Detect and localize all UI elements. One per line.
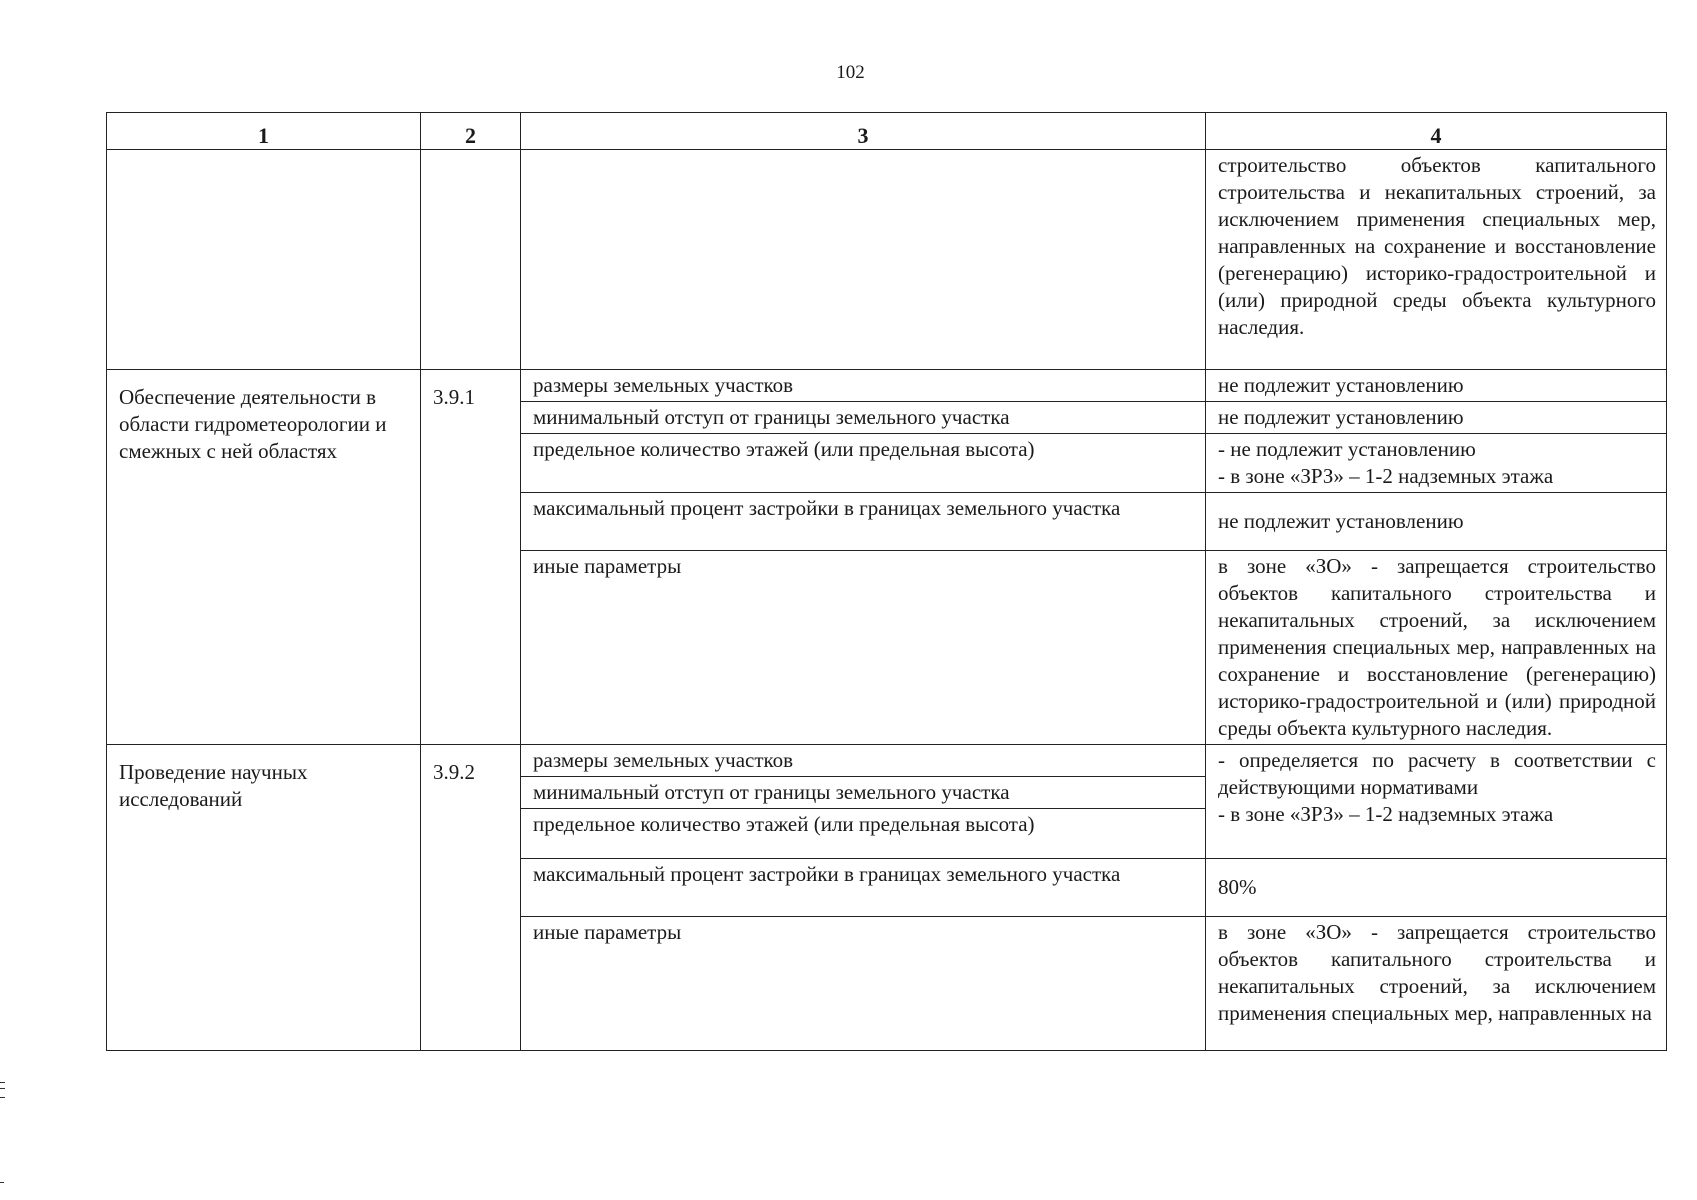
- param-label: размеры земельных участков: [521, 745, 1206, 777]
- param-value: не подлежит установлению: [1206, 370, 1667, 402]
- param-value-line: - определяется по расчету в соответствии с действующими нормативами: [1218, 748, 1656, 799]
- param-label: минимальный отступ от границы земельного участка: [521, 402, 1206, 434]
- param-label: размеры земельных участков: [521, 370, 1206, 402]
- param-value-line: - не подлежит установлению: [1218, 437, 1476, 461]
- table-header-row: [107, 113, 1667, 150]
- column-header-1: 1: [107, 113, 421, 150]
- value-cell: строительство объектов капитального строительства и некапитальных строений, за исключением применения специальных мер, направленных на сохранение и восстановление (регенерацию) историко-градостроительной и (или) природной среды объекта культурного наследия.: [1206, 150, 1667, 370]
- activity-code: 3.9.2: [421, 745, 521, 1051]
- column-header-3: 3: [521, 113, 1206, 150]
- param-value-merged: [1206, 745, 1667, 859]
- column-header-4: 4: [1206, 113, 1667, 150]
- param-value: 80%: [1206, 859, 1667, 917]
- activity-name: Обеспечение деятельности в области гидрометеорологии и смежных с ней областях: [107, 370, 421, 745]
- param-value: в зоне «ЗО» - запрещается строительство объектов капитального строительства и некапитальных строений, за исключением применения специальных мер, направленных на: [1206, 917, 1667, 1051]
- table-row: [107, 150, 1667, 370]
- param-label: предельное количество этажей (или предельная высота): [521, 809, 1206, 859]
- activity-code: 3.9.1: [421, 370, 521, 745]
- param-label: иные параметры: [521, 551, 1206, 745]
- page-number: 102: [836, 62, 865, 83]
- param-label: максимальный процент застройки в границах земельного участка: [521, 493, 1206, 551]
- table-row: [107, 370, 1667, 402]
- column-header-2: 2: [421, 113, 521, 150]
- param-value: не подлежит установлению: [1206, 493, 1667, 551]
- param-cell-empty: [521, 150, 1206, 370]
- param-label: предельное количество этажей (или предельная высота): [521, 434, 1206, 493]
- param-value-multiline: [1206, 434, 1667, 493]
- margin-dash: [0, 1182, 4, 1183]
- table-row: [107, 745, 1667, 777]
- param-label: минимальный отступ от границы земельного участка: [521, 777, 1206, 809]
- param-label: максимальный процент застройки в границах земельного участка: [521, 859, 1206, 917]
- param-value-line: - в зоне «ЗРЗ» – 1-2 надземных этажа: [1218, 464, 1554, 488]
- name-cell-empty: [107, 150, 421, 370]
- param-value: не подлежит установлению: [1206, 402, 1667, 434]
- margin-mark: [0, 1082, 5, 1098]
- code-cell-empty: [421, 150, 521, 370]
- regulations-table: [106, 112, 1667, 1051]
- param-value: в зоне «ЗО» - запрещается строительство объектов капитального строительства и некапитальных строений, за исключением применения специальных мер, направленных на сохранение и восстановление (регенерацию) историко-градостроительной и (или) природной среды объекта культурного наследия.: [1206, 551, 1667, 745]
- param-label: иные параметры: [521, 917, 1206, 1051]
- activity-name: Проведение научных исследований: [107, 745, 421, 1051]
- param-value-line: - в зоне «ЗРЗ» – 1-2 надземных этажа: [1218, 802, 1554, 826]
